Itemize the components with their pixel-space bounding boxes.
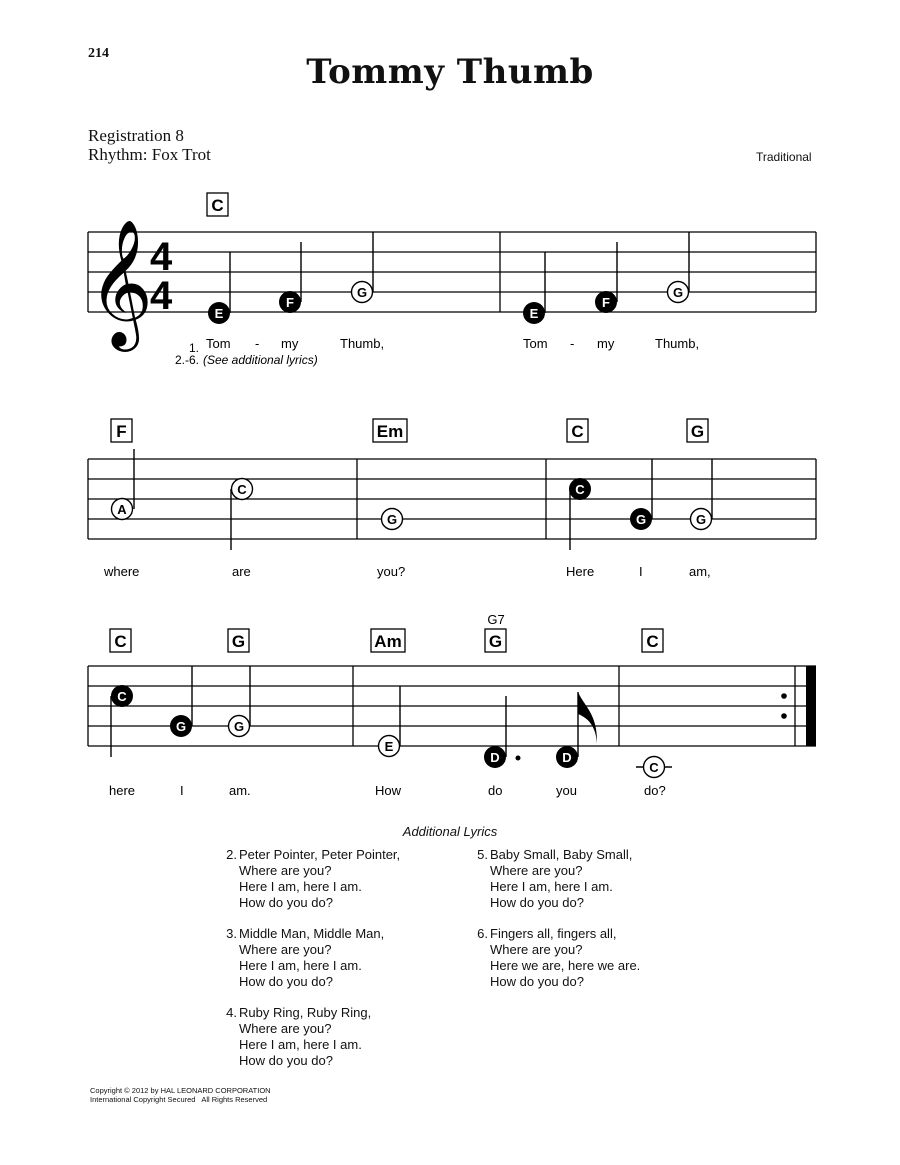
verse-line: How do you do? — [239, 974, 333, 989]
treble-clef-icon: 𝄞 — [88, 221, 154, 344]
note — [569, 478, 591, 500]
lyric: my — [597, 336, 615, 351]
eighth-note-flag — [578, 692, 597, 744]
chord-box — [567, 419, 588, 442]
composer-credit: Traditional — [756, 150, 812, 164]
note — [208, 302, 230, 324]
note — [691, 509, 712, 530]
additional-lyrics-title: Additional Lyrics — [402, 824, 498, 839]
note-letter: D — [562, 750, 572, 765]
note — [556, 746, 578, 768]
staff-system-2 — [88, 419, 816, 579]
lyric: How — [375, 783, 402, 798]
chord-box — [371, 629, 405, 652]
registration-label: Registration 8 — [88, 126, 184, 145]
lyric: do? — [644, 783, 666, 798]
chord-symbol: C — [114, 632, 127, 651]
lyric: I — [180, 783, 184, 798]
repeat-dot — [781, 713, 787, 719]
time-signature-top: 4 — [150, 235, 173, 279]
repeat-dot — [781, 693, 787, 699]
lyric: Thumb, — [340, 336, 385, 351]
verse-line: Where are you? — [490, 863, 583, 878]
lyric: am, — [689, 564, 711, 579]
chord-box — [485, 629, 506, 652]
verse-line: How do you do? — [239, 895, 333, 910]
note-letter: G — [672, 285, 684, 300]
note-letter: C — [575, 482, 585, 497]
verse-line: Here I am, here I am. — [490, 879, 613, 894]
note-letter: C — [237, 482, 247, 497]
copyright-notice — [90, 1086, 271, 1104]
note-letter: G — [356, 285, 368, 300]
note — [630, 508, 652, 530]
verse-line: Fingers all, fingers all, — [490, 926, 617, 941]
lyric: where — [104, 564, 140, 579]
chord-symbol: Em — [376, 422, 404, 441]
note — [112, 499, 133, 520]
note — [644, 757, 665, 778]
verse-line: Where are you? — [490, 942, 583, 957]
note — [484, 746, 506, 768]
chord-symbol: G — [231, 632, 246, 651]
chord-box — [207, 193, 228, 216]
note — [229, 716, 250, 737]
verse-line: Where are you? — [239, 942, 332, 957]
note — [232, 479, 253, 500]
lyric: here — [109, 783, 136, 798]
verse-line: How do you do? — [239, 1053, 333, 1068]
note-letter: F — [286, 295, 294, 310]
lyric: Tom — [206, 336, 231, 351]
chord-box — [373, 419, 407, 442]
additional-lyrics-hint: (See additional lyrics) — [203, 353, 318, 367]
chord-annotation: G7 — [487, 612, 505, 627]
lyric: you? — [377, 564, 406, 579]
chord-symbol: G — [488, 632, 503, 651]
chord-symbol: C — [211, 196, 224, 215]
note-letter: E — [214, 306, 224, 321]
lyric: my — [281, 336, 299, 351]
note-letter: G — [233, 719, 245, 734]
verse-block — [477, 847, 633, 911]
note-letter: C — [117, 689, 127, 704]
chord-symbol: G — [690, 422, 705, 441]
dotted-note-dot — [516, 756, 521, 761]
time-signature-bottom: 4 — [150, 274, 173, 318]
note-letter: G — [695, 512, 707, 527]
verse-line: Ruby Ring, Ruby Ring, — [239, 1005, 372, 1020]
note — [111, 685, 133, 707]
staff-system-1 — [88, 193, 816, 367]
verse-block — [477, 926, 641, 990]
verse-number: 3. — [226, 926, 237, 941]
verse-block — [226, 1005, 372, 1069]
copyright-line: International Copyright Secured All Rights Reserved — [90, 1095, 268, 1104]
note — [382, 509, 403, 530]
lyric: Tom — [523, 336, 548, 351]
chord-symbol: F — [116, 422, 127, 441]
note — [279, 291, 301, 313]
note-letter: E — [529, 306, 539, 321]
verse-number: 2.-6. — [174, 353, 199, 367]
note-letter: C — [649, 760, 659, 775]
note — [523, 302, 545, 324]
lyric: do — [488, 783, 503, 798]
verse-line: Here I am, here I am. — [239, 879, 362, 894]
note-letter: G — [175, 719, 187, 734]
chord-symbol: C — [571, 422, 584, 441]
staff-system-3 — [88, 612, 816, 798]
lyric: - — [570, 336, 575, 351]
chord-symbol: C — [646, 632, 659, 651]
verse-line: Middle Man, Middle Man, — [239, 926, 385, 941]
verse-line: Peter Pointer, Peter Pointer, — [239, 847, 401, 862]
note-letter: D — [490, 750, 500, 765]
note-letter: G — [386, 512, 398, 527]
verse-number: 5. — [477, 847, 488, 862]
verse-number: 1. — [188, 341, 199, 355]
verse-block — [226, 847, 401, 911]
note — [668, 282, 689, 303]
verse-number: 6. — [477, 926, 488, 941]
verse-number: 2. — [226, 847, 237, 862]
chord-box — [110, 629, 131, 652]
verse-line: Here we are, here we are. — [490, 958, 641, 973]
chord-box — [111, 419, 132, 442]
copyright-line: Copyright © 2012 by HAL LEONARD CORPORATION — [90, 1086, 271, 1095]
note-letter: G — [635, 512, 647, 527]
lyric: am. — [229, 783, 251, 798]
song-title: Tommy Thumb — [306, 52, 594, 92]
rhythm-label: Rhythm: Fox Trot — [88, 145, 211, 164]
chord-box — [642, 629, 663, 652]
chord-box — [228, 629, 249, 652]
verse-line: How do you do? — [490, 974, 584, 989]
lyric: are — [232, 564, 251, 579]
note — [595, 291, 617, 313]
lyric: - — [255, 336, 260, 351]
verse-number: 4. — [226, 1005, 237, 1020]
verse-line: Where are you? — [239, 863, 332, 878]
lyric: Here — [566, 564, 595, 579]
verse-line: Where are you? — [239, 1021, 332, 1036]
verse-line: How do you do? — [490, 895, 584, 910]
note — [379, 736, 400, 757]
verse-line: Here I am, here I am. — [239, 958, 362, 973]
lyric: I — [639, 564, 643, 579]
note-letter: A — [117, 502, 127, 517]
note-letter: F — [602, 295, 610, 310]
note — [170, 715, 192, 737]
chord-box — [687, 419, 708, 442]
verse-line: Baby Small, Baby Small, — [490, 847, 633, 862]
lyric: Thumb, — [655, 336, 700, 351]
lyric: you — [556, 783, 577, 798]
chord-symbol: Am — [374, 632, 402, 651]
verse-line: Here I am, here I am. — [239, 1037, 362, 1052]
note-letter: E — [384, 739, 394, 754]
page-number: 214 — [88, 46, 109, 61]
verse-block — [226, 926, 385, 990]
note — [352, 282, 373, 303]
